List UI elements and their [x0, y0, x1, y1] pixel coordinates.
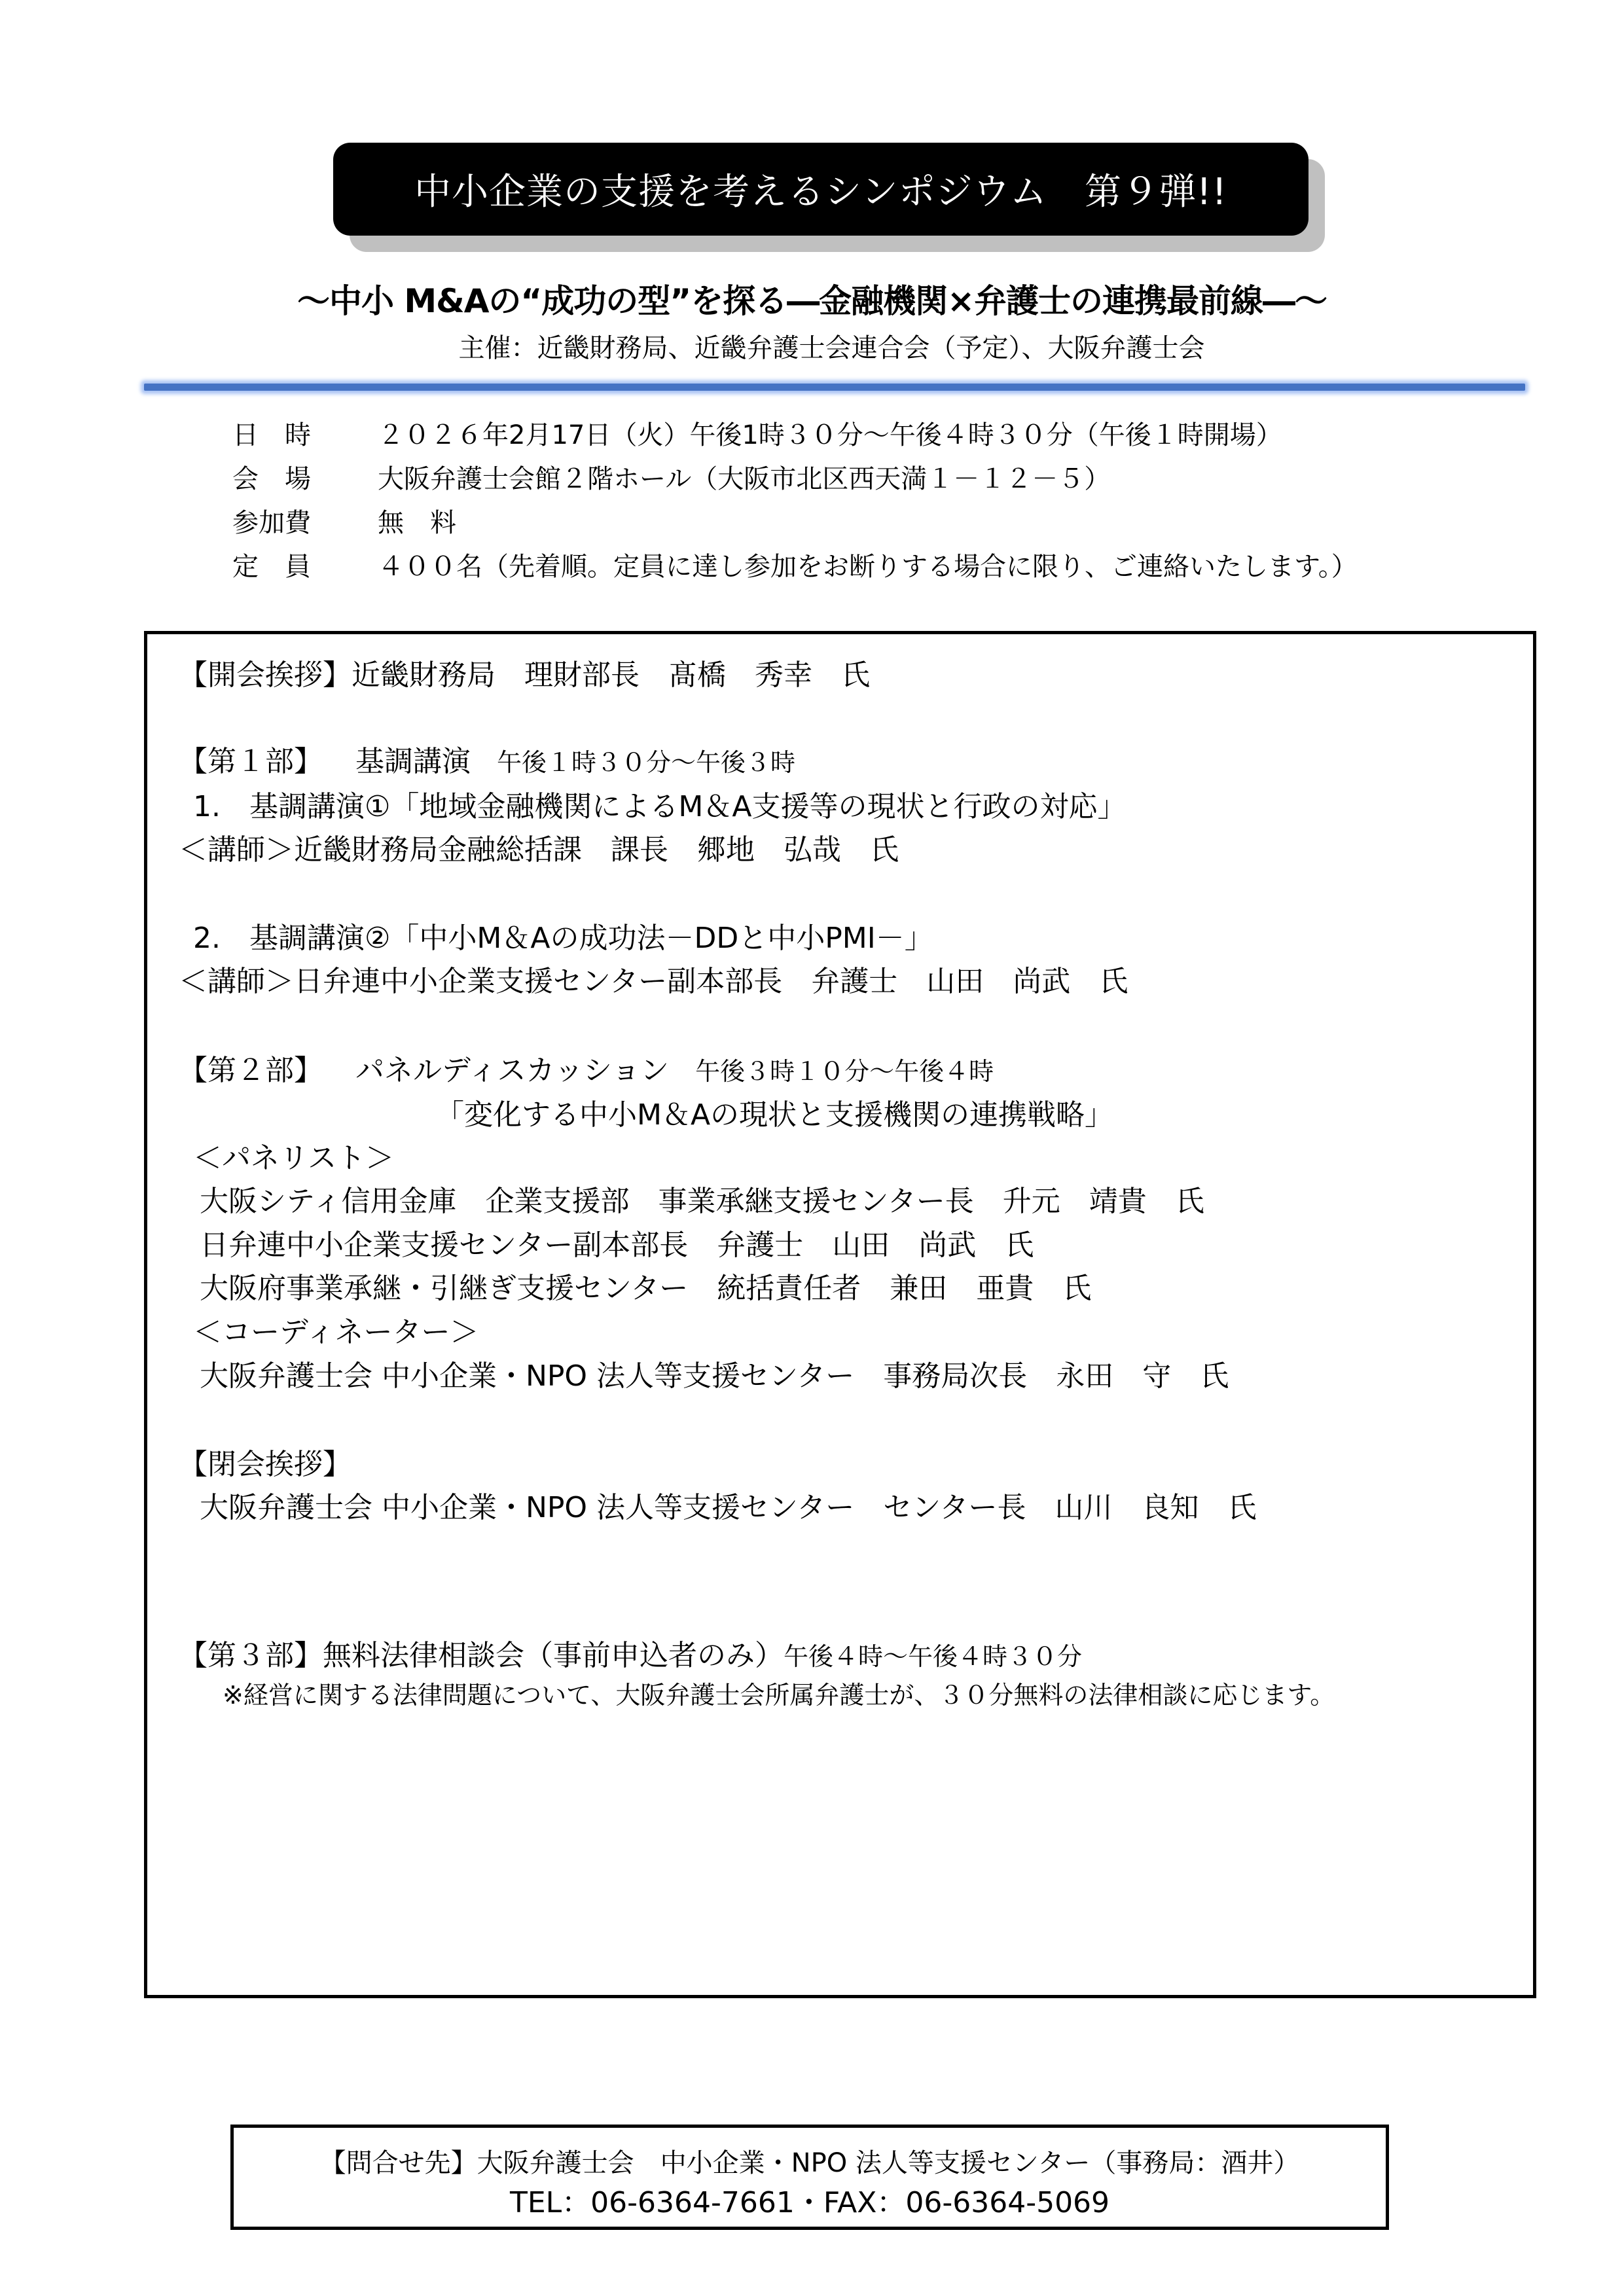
lecture-2-speaker: ＜講師＞日弁連中小企業支援センター副本部長 弁護士 山田 尚武 氏 — [179, 965, 1128, 998]
coordinator: 大阪弁護士会 中小企業・NPO 法人等支援センター 事務局次長 永田 守 氏 — [200, 1359, 1229, 1393]
header-divider — [144, 384, 1525, 391]
contact-box — [230, 2125, 1389, 2230]
detail-label: 日 時 — [232, 420, 311, 450]
detail-value: ２０２６年2月17日（火）午後1時３０分～午後４時３０分（午後１時開場） — [378, 420, 1282, 450]
lecture-2-title: 2. 基調講演②「中小M＆Aの成功法－DDと中小PMI－」 — [193, 922, 933, 955]
lecture-1-title: 1. 基調講演①「地域金融機関によるM＆A支援等の現状と行政の対応」 — [193, 790, 1127, 823]
lecture-1-speaker: ＜講師＞近畿財務局金融総括課 課長 郷地 弘哉 氏 — [179, 833, 899, 867]
part2-title: パネルディスカッション — [355, 1054, 670, 1087]
title-banner — [333, 143, 1308, 236]
phone-fax: TEL：06-6364-7661・FAX：06-6364-5069 — [509, 2186, 1110, 2219]
opening-remarks — [179, 651, 870, 693]
part3-header — [179, 1632, 1082, 1674]
section-heading: 【第１部】 — [179, 745, 323, 778]
part1-time: 午後１時３０分～午後３時 — [497, 748, 796, 777]
detail-label: 参加費 — [232, 508, 311, 538]
event-subtitle: ～中小 M&Aの“成功の型”を探る―金融機関×弁護士の連携最前線―～ — [297, 282, 1327, 320]
contact-info: 【問合せ先】大阪弁護士会 中小企業・NPO 法人等支援センター（事務局：酒井） — [319, 2148, 1300, 2178]
opening-speaker: 近畿財務局 理財部長 髙橋 秀幸 氏 — [352, 658, 870, 692]
event-title: 中小企業の支援を考えるシンポジウム 第９弾!! — [414, 171, 1227, 213]
panelists-label: ＜パネリスト＞ — [193, 1141, 395, 1175]
organizer-line: 主催：近畿財務局、近畿弁護士会連合会（予定）、大阪弁護士会 — [458, 333, 1205, 363]
panelist-3: 大阪府事業承継・引継ぎ支援センター 統括責任者 兼田 亜貴 氏 — [200, 1272, 1092, 1305]
detail-value: 大阪弁護士会館２階ホール（大阪市北区西天満１－１２－５） — [378, 464, 1111, 494]
detail-value: ４００名（先着順。定員に達し参加をお断りする場合に限り、ご連絡いたします。） — [378, 552, 1358, 582]
section-heading: 【第３部】 — [179, 1639, 323, 1672]
closing-speaker: 大阪弁護士会 中小企業・NPO 法人等支援センター センター長 山川 良知 氏 — [200, 1491, 1257, 1524]
panel-theme: 「変化する中小M＆Aの現状と支援機関の連携戦略」 — [435, 1098, 1114, 1132]
part3-time: 午後４時～午後４時３０分 — [784, 1642, 1083, 1671]
detail-row-datetime — [232, 411, 1358, 455]
event-details — [232, 411, 1358, 586]
detail-label: 会 場 — [232, 464, 311, 494]
detail-value: 無 料 — [378, 508, 456, 538]
part3-title: 無料法律相談会（事前申込者のみ） — [323, 1639, 784, 1672]
detail-row-venue — [232, 455, 1358, 499]
closing-heading: 【閉会挨拶】 — [179, 1448, 352, 1481]
program-box — [144, 631, 1536, 1998]
part1-header — [179, 738, 795, 780]
part2-header — [179, 1047, 994, 1088]
panelist-1: 大阪シティ信用金庫 企業支援部 事業承継支援センター長 升元 靖貴 氏 — [200, 1185, 1204, 1218]
consultation-note: ※経営に関する法律問題について、大阪弁護士会所属弁護士が、３０分無料の法律相談に応じます。 — [223, 1681, 1335, 1710]
part1-title: 基調講演 — [355, 745, 471, 778]
detail-row-capacity — [232, 543, 1358, 586]
panelist-2: 日弁連中小企業支援センター副本部長 弁護士 山田 尚武 氏 — [200, 1229, 1034, 1262]
part2-time: 午後３時１０分～午後４時 — [695, 1057, 994, 1086]
detail-label: 定 員 — [232, 552, 311, 582]
detail-row-fee — [232, 499, 1358, 543]
coordinator-label: ＜コーディネーター＞ — [193, 1316, 479, 1349]
section-heading: 【第２部】 — [179, 1054, 323, 1087]
section-heading: 【開会挨拶】 — [179, 658, 352, 692]
